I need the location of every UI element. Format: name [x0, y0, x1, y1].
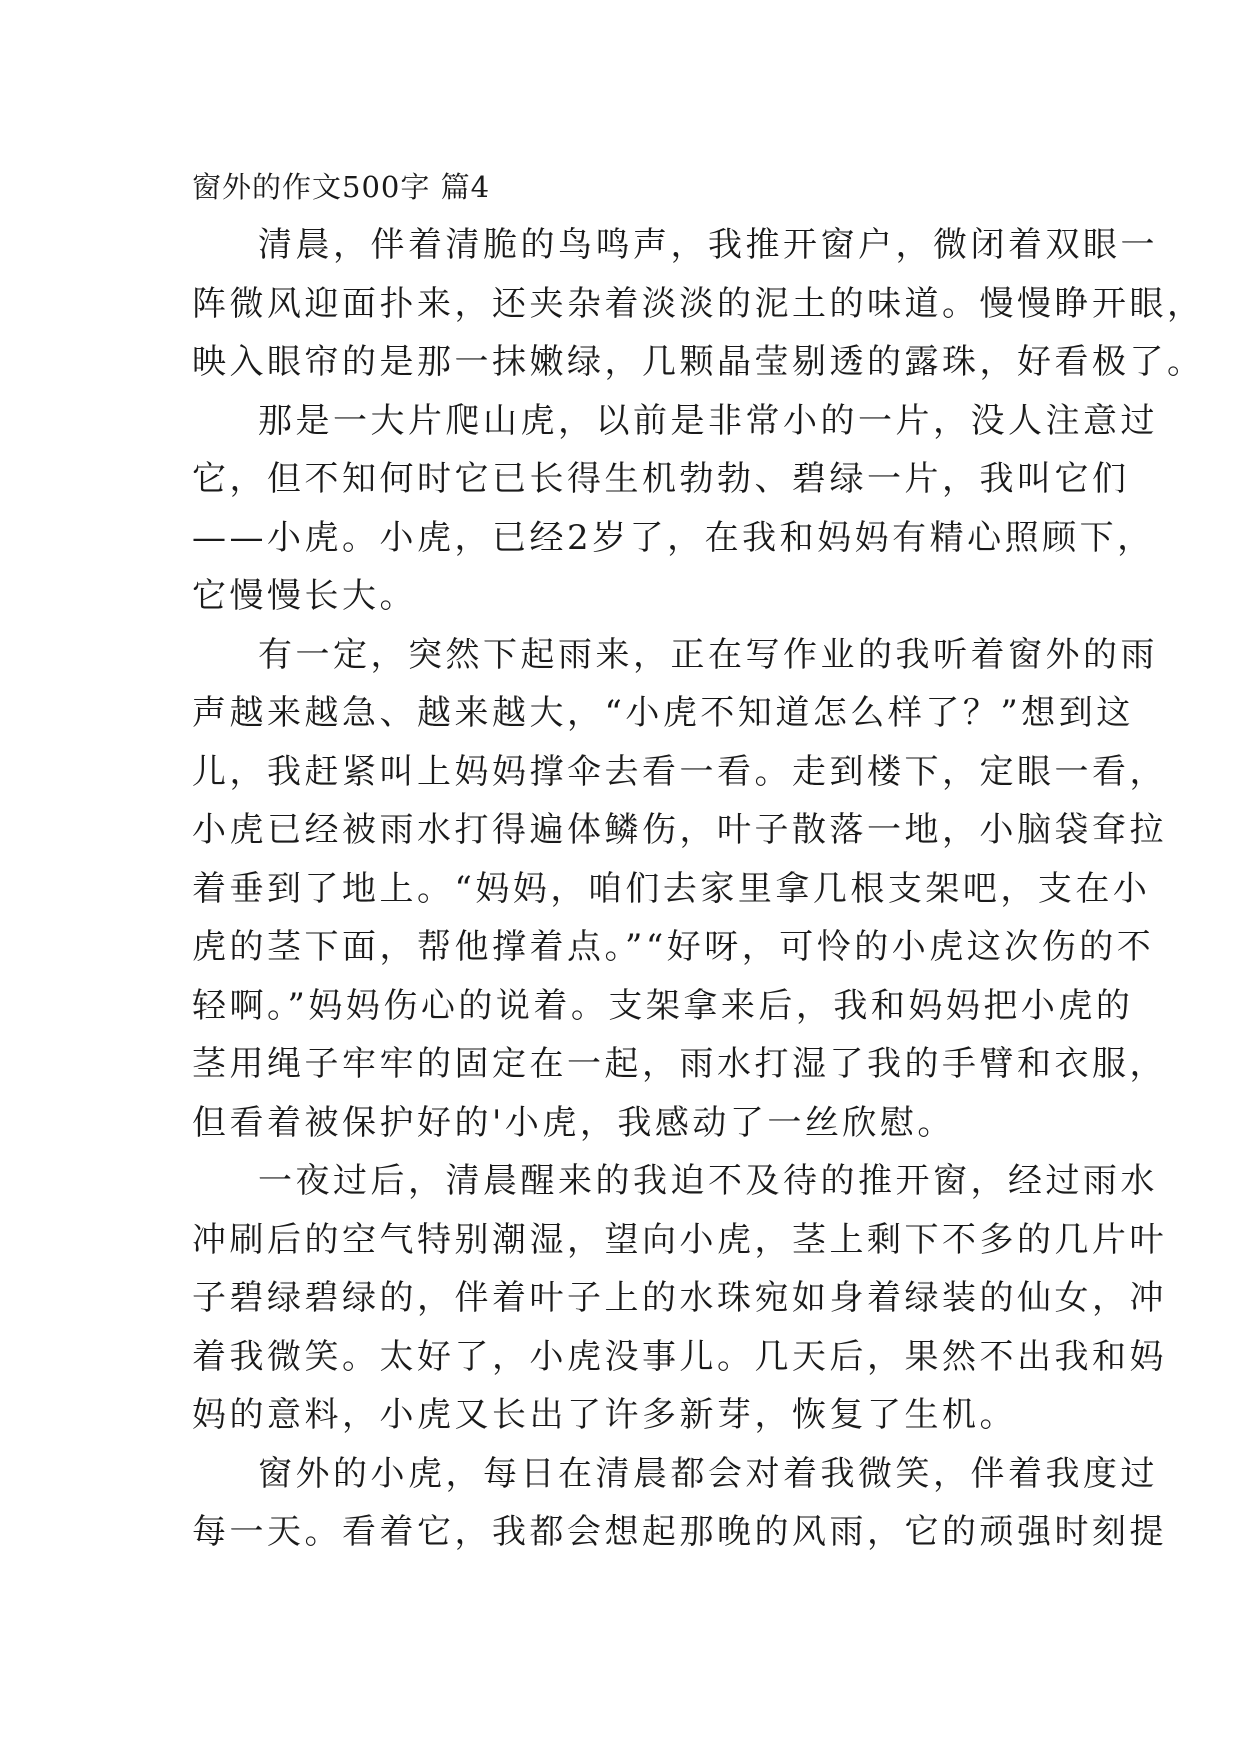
document-title: 窗外的作文500字 篇4	[192, 170, 491, 204]
paragraph-line: 声越来越急、越来越大，“小虎不知道怎么样了？”想到这	[192, 693, 1134, 733]
paragraph	[192, 216, 1205, 392]
paragraph-line: 轻啊。”妈妈伤心的说着。支架拿来后，我和妈妈把小虎的	[192, 985, 1134, 1026]
paragraph-line: 清晨，伴着清脆的鸟鸣声，我推开窗户，微闭着双眼一	[258, 225, 1158, 265]
paragraph-line: 它慢慢长大。	[192, 576, 417, 616]
paragraph	[192, 392, 1158, 626]
paragraph-line: 小虎已经被雨水打得遍体鳞伤，叶子散落一地，小脑袋耷拉	[192, 810, 1167, 850]
paragraph-line: 儿，我赶紧叫上妈妈撑伞去看一看。走到楼下，定眼一看，	[192, 751, 1167, 792]
paragraph	[192, 626, 1167, 1153]
paragraph-line: 茎用绳子牢牢的固定在一起，雨水打湿了我的手臂和衣服，	[192, 1044, 1167, 1084]
paragraph	[192, 1152, 1167, 1445]
paragraph-line: 子碧绿碧绿的，伴着叶子上的水珠宛如身着绿装的仙女，冲	[192, 1278, 1167, 1318]
document-body	[192, 158, 1205, 1562]
paragraph-line: 虎的茎下面，帮他撑着点。”“好呀，可怜的小虎这次伤的不	[192, 927, 1155, 967]
paragraph-line: 窗外的小虎，每日在清晨都会对着我微笑，伴着我度过	[258, 1453, 1158, 1494]
paragraph-line: 映入眼帘的是那一抹嫩绿，几颗晶莹剔透的露珠，好看极了。	[192, 342, 1205, 382]
paragraph-line: 妈的意料，小虎又长出了许多新芽，恢复了生机。	[192, 1395, 1017, 1435]
paragraph-line: 阵微风迎面扑来，还夹杂着淡淡的泥土的味道。慢慢睁开眼，	[192, 283, 1205, 324]
paragraph-line: 有一定，突然下起雨来，正在写作业的我听着窗外的雨	[258, 634, 1158, 675]
paragraph	[192, 1445, 1167, 1562]
paragraph-line: 每一天。看着它，我都会想起那晚的风雨，它的顽强时刻提	[192, 1512, 1167, 1552]
paragraph-list	[192, 216, 1205, 1562]
paragraph-line: 着垂到了地上。“妈妈，咱们去家里拿几根支架吧，支在小	[192, 868, 1151, 909]
paragraph-line: 一夜过后，清晨醒来的我迫不及待的推开窗，经过雨水	[258, 1161, 1158, 1201]
paragraph-line: 但看着被保护好的'小虎，我感动了一丝欣慰。	[192, 1102, 955, 1143]
paragraph-line: 那是一大片爬山虎，以前是非常小的一片，没人注意过	[258, 400, 1158, 441]
paragraph-line: 它，但不知何时它已长得生机勃勃、碧绿一片，我叫它们	[192, 459, 1130, 499]
paragraph-line: 冲刷后的空气特别潮湿，望向小虎，茎上剩下不多的几片叶	[192, 1219, 1167, 1260]
paragraph-line: 着我微笑。太好了，小虎没事儿。几天后，果然不出我和妈	[192, 1336, 1167, 1377]
paragraph-line: ——小虎。小虎，已经2岁了，在我和妈妈有精心照顾下，	[192, 517, 1155, 558]
